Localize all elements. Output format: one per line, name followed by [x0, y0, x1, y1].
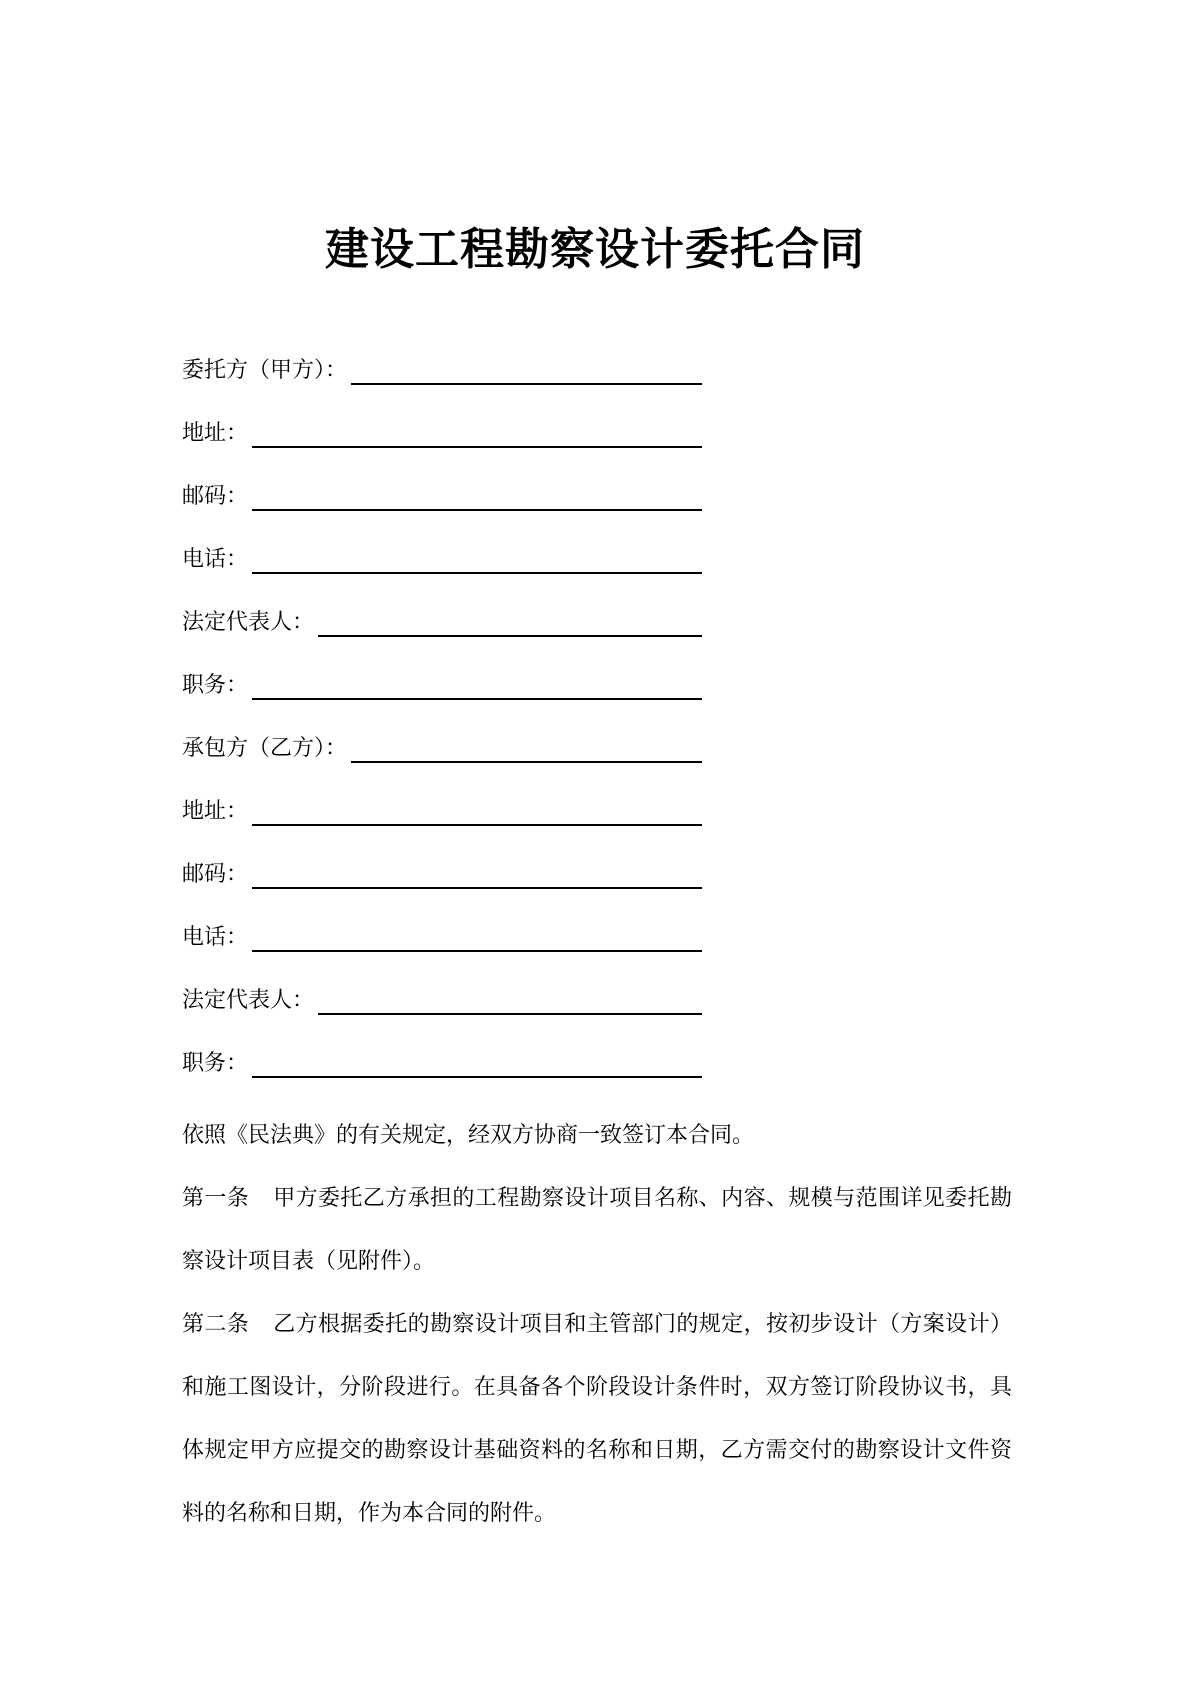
party-b-address-blank[interactable] [252, 796, 702, 826]
party-b-phone-label: 电话： [182, 925, 249, 950]
document-title: 建设工程勘察设计委托合同 [325, 224, 865, 275]
party-a-postcode-field [182, 451, 702, 514]
article-1 [182, 1167, 1012, 1293]
party-a-phone-blank[interactable] [252, 544, 702, 574]
article-2-text: 乙方根据委托的勘察设计项目和主管部门的规定，按初步设计（方案设计）和施工图设计，分阶段进行。在具备各个阶段设计条件时，双方签订阶段协议书，具体规定甲方应提交的勘察设计基础资料的名称和日期，乙方需交付的勘察设计文件资料的名称和日期，作为本合同的附件。 [182, 1312, 1012, 1526]
party-a-address-blank[interactable] [252, 418, 702, 448]
party-fields [182, 325, 702, 1081]
party-a-phone-label: 电话： [182, 547, 249, 572]
party-b-phone-blank[interactable] [252, 922, 702, 952]
party-b-position-blank[interactable] [252, 1048, 702, 1078]
article-2-number: 第二条 [182, 1312, 250, 1337]
intro-paragraph: 依照《民法典》的有关规定，经双方协商一致签订本合同。 [182, 1123, 755, 1148]
party-a-name-field [182, 325, 702, 388]
party-a-legal-rep-field [182, 577, 702, 640]
party-b-name-label: 承包方（乙方）： [182, 736, 348, 761]
party-b-phone-field [182, 892, 702, 955]
party-b-postcode-blank[interactable] [252, 859, 702, 889]
article-1-number: 第一条 [182, 1186, 250, 1211]
party-a-postcode-blank[interactable] [252, 481, 702, 511]
party-a-position-field [182, 640, 702, 703]
party-a-position-blank[interactable] [252, 670, 702, 700]
article-1-text: 甲方委托乙方承担的工程勘察设计项目名称、内容、规模与范围详见委托勘察设计项目表（见附件）。 [182, 1186, 1012, 1274]
party-b-name-blank[interactable] [351, 733, 702, 763]
party-a-address-field [182, 388, 702, 451]
party-b-position-label: 职务： [182, 1051, 249, 1076]
party-b-name-field [182, 703, 702, 766]
party-a-name-label: 委托方（甲方）： [182, 358, 348, 383]
party-a-address-label: 地址： [182, 421, 249, 446]
party-a-position-label: 职务： [182, 673, 249, 698]
party-a-phone-field [182, 514, 702, 577]
party-b-legal-rep-field [182, 955, 702, 1018]
party-b-address-field [182, 766, 702, 829]
party-b-legal-rep-blank[interactable] [318, 985, 702, 1015]
party-b-postcode-label: 邮码： [182, 862, 249, 887]
party-a-name-blank[interactable] [351, 355, 702, 385]
party-a-legal-rep-blank[interactable] [318, 607, 702, 637]
party-a-legal-rep-label: 法定代表人： [182, 610, 315, 635]
article-2 [182, 1293, 1012, 1545]
party-b-postcode-field [182, 829, 702, 892]
party-b-position-field [182, 1018, 702, 1081]
party-a-postcode-label: 邮码： [182, 484, 249, 509]
contract-body [182, 1104, 1012, 1545]
party-b-address-label: 地址： [182, 799, 249, 824]
party-b-legal-rep-label: 法定代表人： [182, 988, 315, 1013]
